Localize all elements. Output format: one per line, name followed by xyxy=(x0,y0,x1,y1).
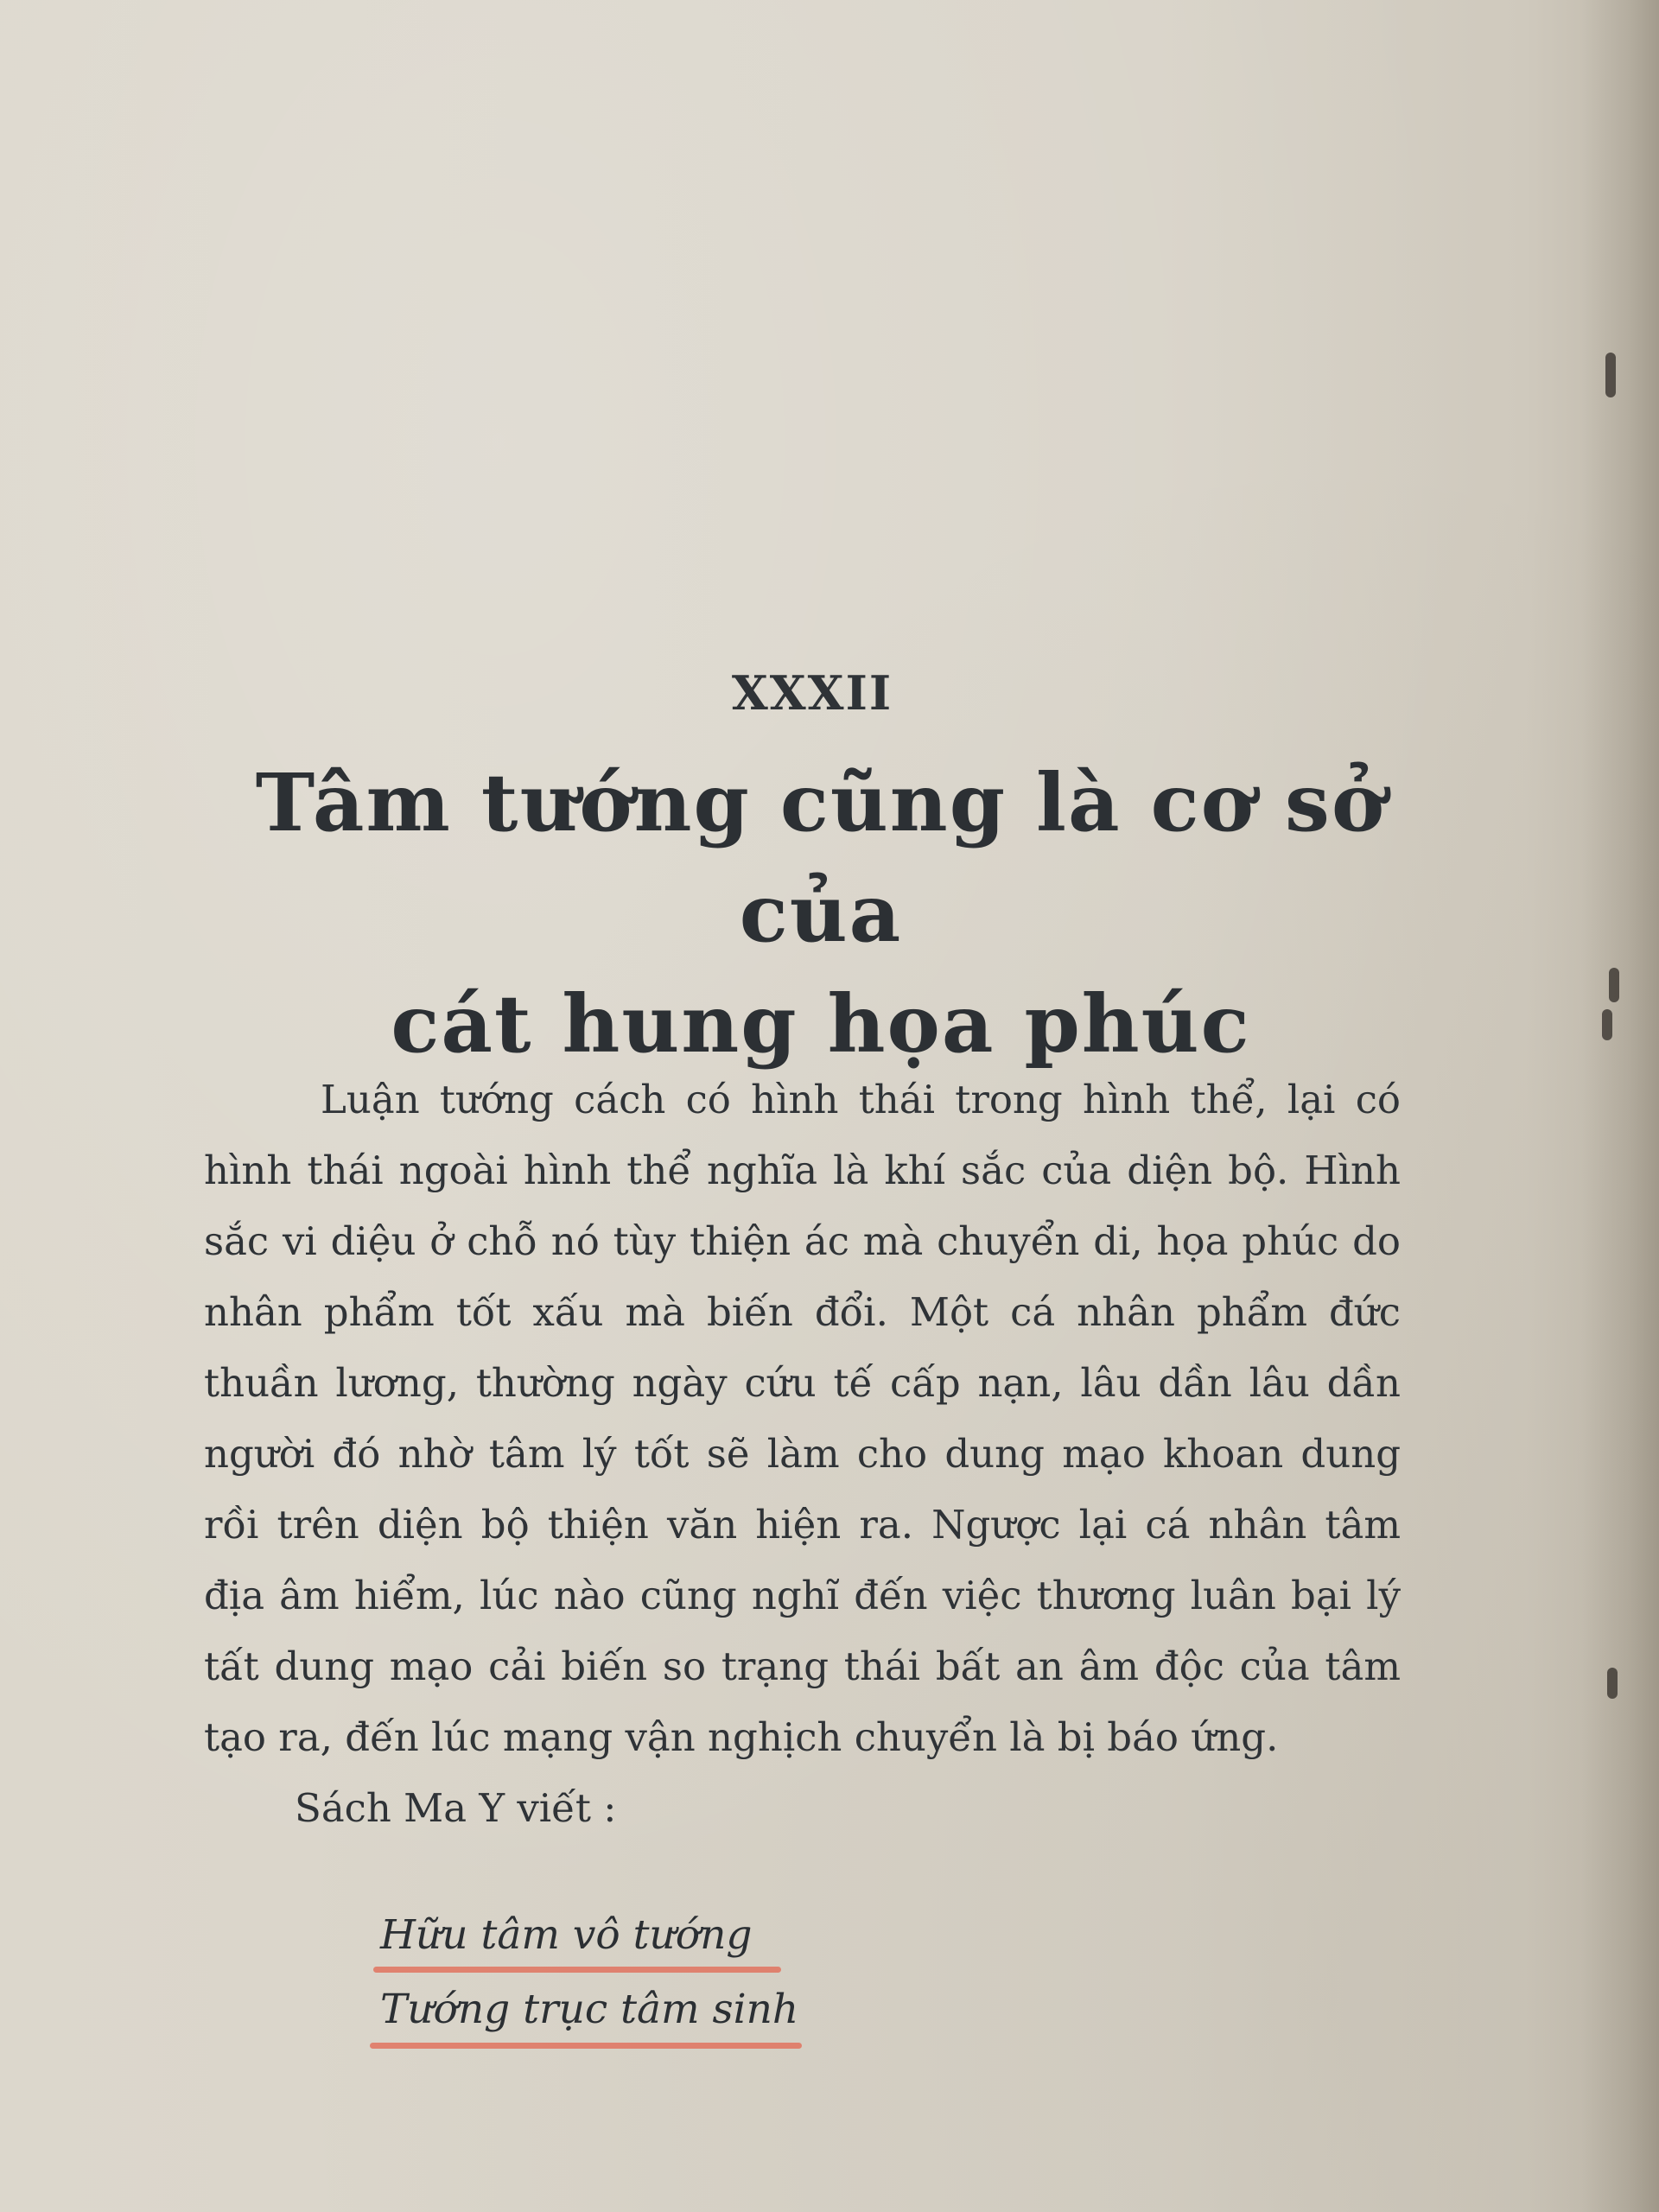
chapter-number: XXXII xyxy=(731,665,893,721)
quote-line-1: Hữu tâm vô tướng xyxy=(380,1911,753,1959)
body-paragraph: Luận tướng cách có hình thái trong hình thể, lại có hình thái ngoài hình thể nghĩa là khí sắc của diện bộ. Hình sắc vi diệu ở chỗ nó tùy thiện ác mà chuyển di, họa phúc do nhân phẩm tốt xấu mà biến đổi. Một cá nhân phẩm đức thuần lương, thường ngày cứu tế cấp nạn, lâu dần lâu dần người đó nhờ tâm lý tốt sẽ làm cho dung mạo khoan dung rồi trên diện bộ thiện văn hiện ra. Ngược lại cá nhân tâm địa âm hiểm, lúc nào cũng nghĩ đến việc thương luân bại lý tất dung mạo cải biến so trạng thái bất an âm độc của tâm tạo ra, đến lúc mạng vận nghịch chuyển là bị báo ứng. xyxy=(204,1077,1401,1760)
binding-hole-mark xyxy=(1609,968,1619,1002)
page-edge-shadow xyxy=(1581,0,1659,2212)
chapter-title-line-1: Tâm tướng cũng là cơ sở của xyxy=(255,756,1387,960)
binding-hole-mark xyxy=(1607,1668,1618,1699)
binding-hole-mark xyxy=(1602,1009,1612,1040)
quote-line-2: Tướng trục tâm sinh xyxy=(380,1986,799,2033)
highlight-underline xyxy=(370,2043,802,2049)
book-reference: Sách Ma Y viết : xyxy=(295,1785,617,1831)
highlight-underline xyxy=(373,1967,781,1973)
body-text xyxy=(204,1065,1401,1844)
chapter-title xyxy=(225,747,1417,1079)
chapter-title-line-2: cát hung họa phúc xyxy=(391,977,1251,1071)
binding-hole-mark xyxy=(1605,353,1616,397)
